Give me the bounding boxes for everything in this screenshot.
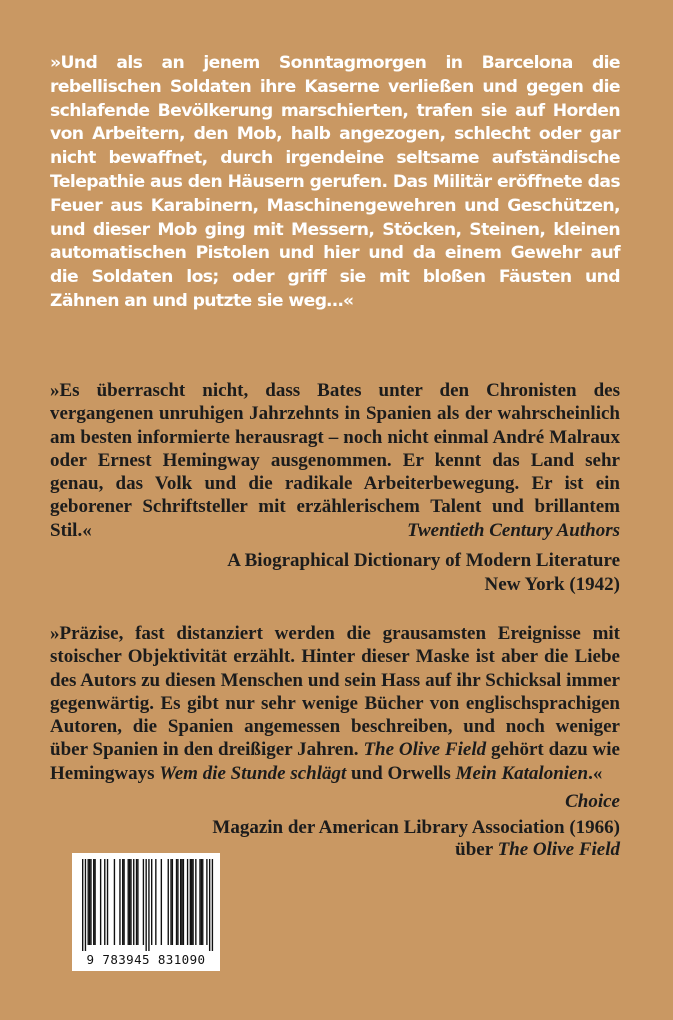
source-subtitle: A Biographical Dictionary of Modern Literature	[227, 550, 620, 571]
quote-text: »Es überrascht nicht, dass Bates unter den Chronisten des vergangenen unruhigen Jahrzehnts in Spanien als der wahrscheinlich am besten informierte herausragt – noch nicht einmal André Malraux oder Ernest Hemingway ausgenommen. Er kennt das Land sehr genau, das Volk und die radikale Arbeiterbewegung. Er ist ein geborener Schriftsteller mit erzählerischem Talent und brillantem Stil.«	[50, 380, 620, 541]
barcode-bar	[93, 859, 94, 945]
source-about	[455, 838, 620, 861]
barcode-bar	[176, 859, 177, 945]
barcode-bar	[143, 859, 144, 945]
barcode-bar	[183, 859, 184, 945]
barcode-bar	[89, 859, 90, 945]
barcode-bar	[130, 859, 131, 945]
source-about-prefix: über	[455, 839, 498, 860]
barcode-bar	[180, 859, 181, 945]
source-place: New York (1942)	[484, 574, 620, 595]
barcode-bar	[168, 859, 169, 945]
source-title: Choice	[565, 791, 620, 812]
quote-text-part: .«	[588, 762, 603, 784]
barcode-bar	[107, 859, 108, 945]
barcode-bar	[177, 859, 178, 945]
barcode-bar	[123, 859, 124, 945]
source-about-title: The Olive Field	[497, 839, 620, 860]
barcode-bar	[155, 859, 156, 945]
barcode-bar	[119, 859, 120, 945]
barcode-bar	[82, 859, 83, 951]
quote-choice	[50, 622, 620, 785]
source-title: Twentieth Century Authors	[407, 520, 620, 541]
barcode-bar	[195, 859, 196, 945]
barcode-bar	[94, 859, 95, 945]
isbn-number: 9 783945 831090	[86, 952, 206, 967]
source-subtitle: Magazin der American Library Association (1966)	[212, 817, 620, 838]
quote-text-part: »Präzise, fast distanziert werden die grausamsten Ereignisse mit stoischer Objektivität erzählt. Hinter dieser Maske ist aber die Liebe des Autors zu diesen Menschen und sein Hass auf ihr Schicksal immer gegenwärtig. Es gibt nur sehr wenige Bücher von englischsprachigen Autoren, die Spanien angemessen beschreiben, und noch weniger über Spanien in den dreißiger Jahren.	[50, 623, 620, 761]
quote-text-part: und Orwells	[346, 762, 456, 784]
barcode-bar	[192, 859, 193, 945]
quote-twentieth-century-authors	[50, 379, 620, 542]
barcode-bar	[187, 859, 188, 945]
quote-text-part: gehört dazu wie Hemingways	[50, 739, 620, 784]
barcode-bar	[145, 859, 146, 951]
barcode-bar	[181, 859, 182, 945]
barcode-bar	[190, 859, 191, 945]
barcode-bar	[114, 859, 115, 945]
barcode-bar	[85, 859, 86, 951]
barcode-bar	[170, 859, 171, 945]
barcode-bar	[172, 859, 173, 945]
barcode	[72, 853, 220, 971]
barcode-bar	[209, 859, 210, 951]
barcode-bar	[201, 859, 202, 945]
barcode-bar	[128, 859, 129, 945]
barcode-bar	[104, 859, 105, 945]
book-title: Wem die Stunde schlägt	[159, 762, 347, 784]
book-title: Mein Katalonien	[455, 762, 589, 784]
barcode-bar	[161, 859, 162, 945]
barcode-bar	[212, 859, 213, 951]
barcode-bar	[88, 859, 89, 945]
barcode-bar	[122, 859, 123, 945]
barcode-bar	[90, 859, 91, 945]
barcode-bar	[129, 859, 130, 945]
barcode-bar	[133, 859, 134, 945]
barcode-bar	[137, 859, 138, 945]
barcode-bar	[202, 859, 203, 945]
barcode-bar	[148, 859, 149, 951]
barcode-bar	[191, 859, 192, 945]
quote-barcelona: »Und als an jenem Sonntagmorgen in Barcelona die rebellischen Soldaten ihre Kaserne verließen und gegen die schlafende Bevölkerung marschierten, trafen sie auf Horden von Arbeitern, den Mob, halb angezogen, schlecht oder gar nicht bewaffnet, durch irgendeine seltsame aufständische Telepathie aus den Häusern gerufen. Das Militär eröffnete das Feuer aus Karabinern, Maschinengewehren und Geschützen, und dieser Mob ging mit Messern, Stöcken, Steinen, kleinen automatischen Pistolen und hier und da einem Gewehr auf die Soldaten los; oder griff sie mit bloßen Fäusten und Zähnen an und putzte sie weg…«	[50, 53, 620, 311]
barcode-bar	[151, 859, 152, 945]
barcode-bar	[100, 859, 101, 945]
barcode-bar	[206, 859, 207, 945]
barcode-bar	[136, 859, 137, 945]
barcode-bar	[199, 859, 200, 945]
book-title: The Olive Field	[363, 739, 487, 761]
